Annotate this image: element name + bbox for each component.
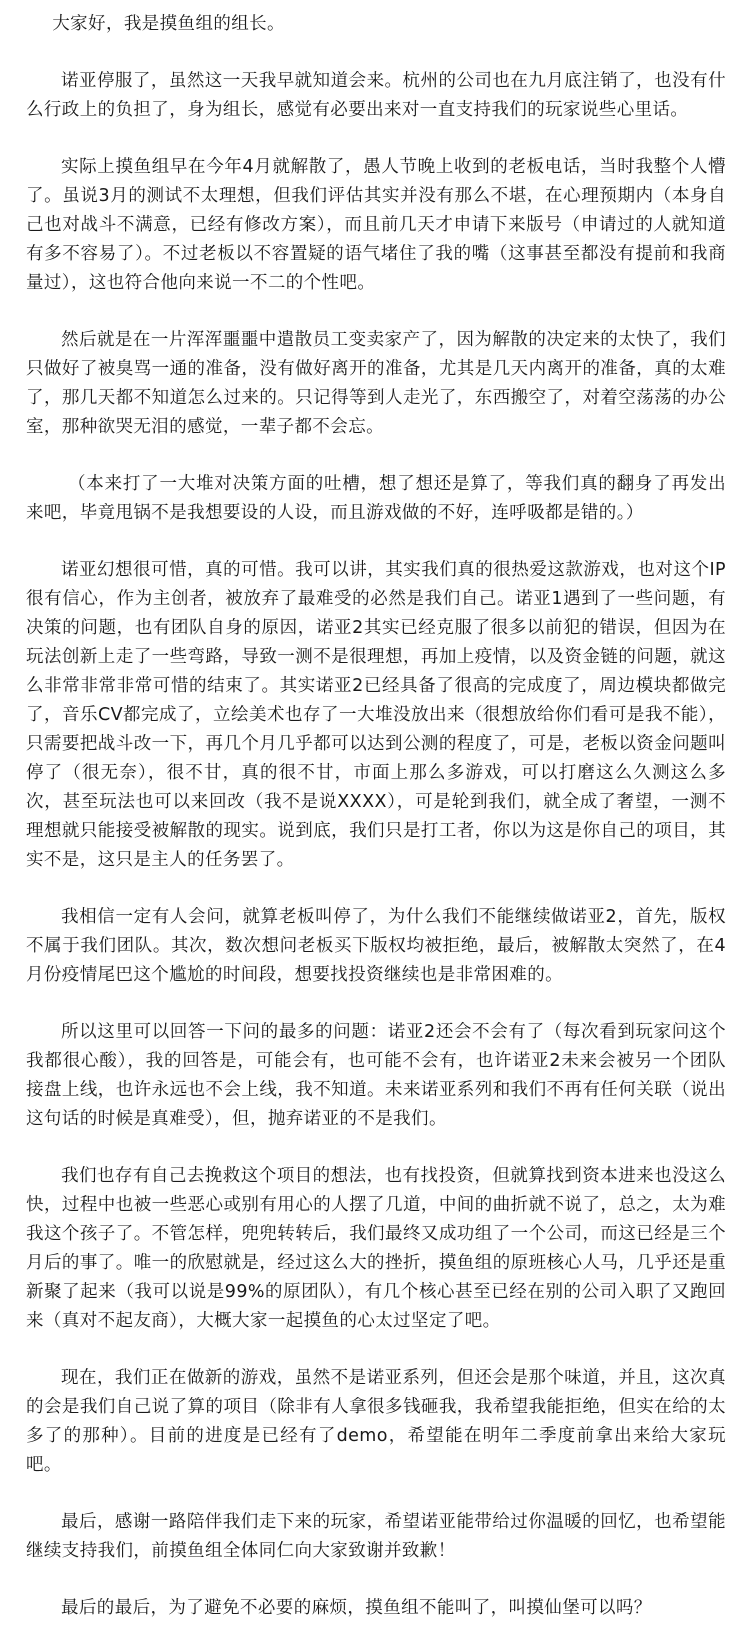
- paragraph-regret: 诺亚幻想很可惜，真的可惜。我可以讲，其实我们真的很热爱这款游戏，也对这个IP很有信心，作为主创者，被放弃了最难受的必然是我们自己。诺亚1遇到了一些问题，有决策的问题，也有团队自身的原因，诺亚2其实已经克服了很多以前犯的错误，但因为在玩法创新上走了一些弯路，导致一测不是很理想，再加上疫情，以及资金链的问题，就这么非常非常非常可惜的结束了。其实诺亚2已经具备了很高的完成度了，周边模块都做完了，音乐CV都完成了，立绘美术也存了一大堆没放出来（很想放给你们看可是我不能），只需要把战斗改一下，再几个月几乎都可以达到公测的程度了，可是，老板以资金问题叫停了（很无奈），很不甘，真的很不甘，市面上那么多游戏，可以打磨这么久测这么多次，甚至玩法也可以来回改（我不是说XXXX），可是轮到我们，就全成了奢望，一测不理想就只能接受被解散的现实。说到底，我们只是打工者，你以为这是你自己的项目，其实不是，这只是主人的任务罢了。: [26, 560, 726, 870]
- greeting-paragraph: 大家好，我是摸鱼组的组长。: [52, 14, 285, 34]
- paragraph-shutdown: 诺亚停服了，虽然这一天我早就知道会来。杭州的公司也在九月底注销了，也没有什么行政上的负担了，身为组长，感觉有必要出来对一直支持我们的玩家说些心里话。: [26, 71, 726, 120]
- paragraph-dissolution: 实际上摸鱼组早在今年4月就解散了，愚人节晚上收到的老板电话，当时我整个人懵了。虽说3月的测试不太理想，但我们评估其实并没有那么不堪，在心理预期内（本身自己也对战斗不满意，已经有修改方案），而且前几天才申请下来版号（申请过的人就知道有多不容易了）。不过老板以不容置疑的语气堵住了我的嘴（这事甚至都没有提前和我商量过），这也符合他向来说一不二的个性吧。: [26, 157, 726, 293]
- paragraph-thanks: 最后，感谢一路陪伴我们走下来的玩家，希望诺亚能带给过你温暖的回忆，也希望能继续支持我们，前摸鱼组全体同仁向大家致谢并致歉！: [26, 1512, 726, 1561]
- paragraph-new-game: 现在，我们正在做新的游戏，虽然不是诺亚系列，但还会是那个味道，并且，这次真的会是我们自己说了算的项目（除非有人拿很多钱砸我，我希望我能拒绝，但实在给的太多了的那种）。目前的进度是已经有了demo，希望能在明年二季度前拿出来给大家玩吧。: [26, 1368, 726, 1475]
- paragraph-copyright: 我相信一定有人会问，就算老板叫停了，为什么我们不能继续做诺亚2，首先，版权不属于我们团队。其次，数次想问老板买下版权均被拒绝，最后，被解散太突然了，在4月份疫情尾巴这个尴尬的时间段，想要找投资继续也是非常困难的。: [26, 907, 726, 985]
- paragraph-noah2-future: 所以这里可以回答一下问的最多的问题：诺亚2还会不会有了（每次看到玩家问这个我都很心酸），我的回答是，可能会有，也可能不会有，也许诺亚2未来会被另一个团队接盘上线，也许永远也不会上线，我不知道。未来诺亚系列和我们不再有任何关联（说出这句话的时候是真难受），但，抛弃诺亚的不是我们。: [26, 1022, 726, 1129]
- paragraph-layoffs: 然后就是在一片浑浑噩噩中遣散员工变卖家产了，因为解散的决定来的太快了，我们只做好了被臭骂一通的准备，没有做好离开的准备，尤其是几天内离开的准备，真的太难了，那几天都不知道怎么过来的。只记得等到人走光了，东西搬空了，对着空荡荡的办公室，那种欲哭无泪的感觉，一辈子都不会忘。: [26, 330, 726, 437]
- paragraph-new-company: 我们也存有自己去挽救这个项目的想法，也有找投资，但就算找到资本进来也没这么快，过程中也被一些恶心或别有用心的人摆了几道，中间的曲折就不说了，总之，太为难我这个孩子了。不管怎样，兜兜转转后，我们最终又成功组了一个公司，而这已经是三个月后的事了。唯一的欣慰就是，经过这么大的挫折，摸鱼组的原班核心人马，几乎还是重新聚了起来（我可以说是99%的原团队），有几个核心甚至已经在别的公司入职了又跑回来（真对不起友商），大概大家一起摸鱼的心太过坚定了吧。: [26, 1166, 726, 1331]
- paragraph-closing: 最后的最后，为了避免不必要的麻烦，摸鱼组不能叫了，叫摸仙堡可以吗？: [61, 1598, 652, 1618]
- paragraph-aside-note: （本来打了一大堆对决策方面的吐槽，想了想还是算了，等我们真的翻身了再发出来吧，毕竟甩锅不是我想要设的人设，而且游戏做的不好，连呼吸都是错的。）: [26, 474, 726, 523]
